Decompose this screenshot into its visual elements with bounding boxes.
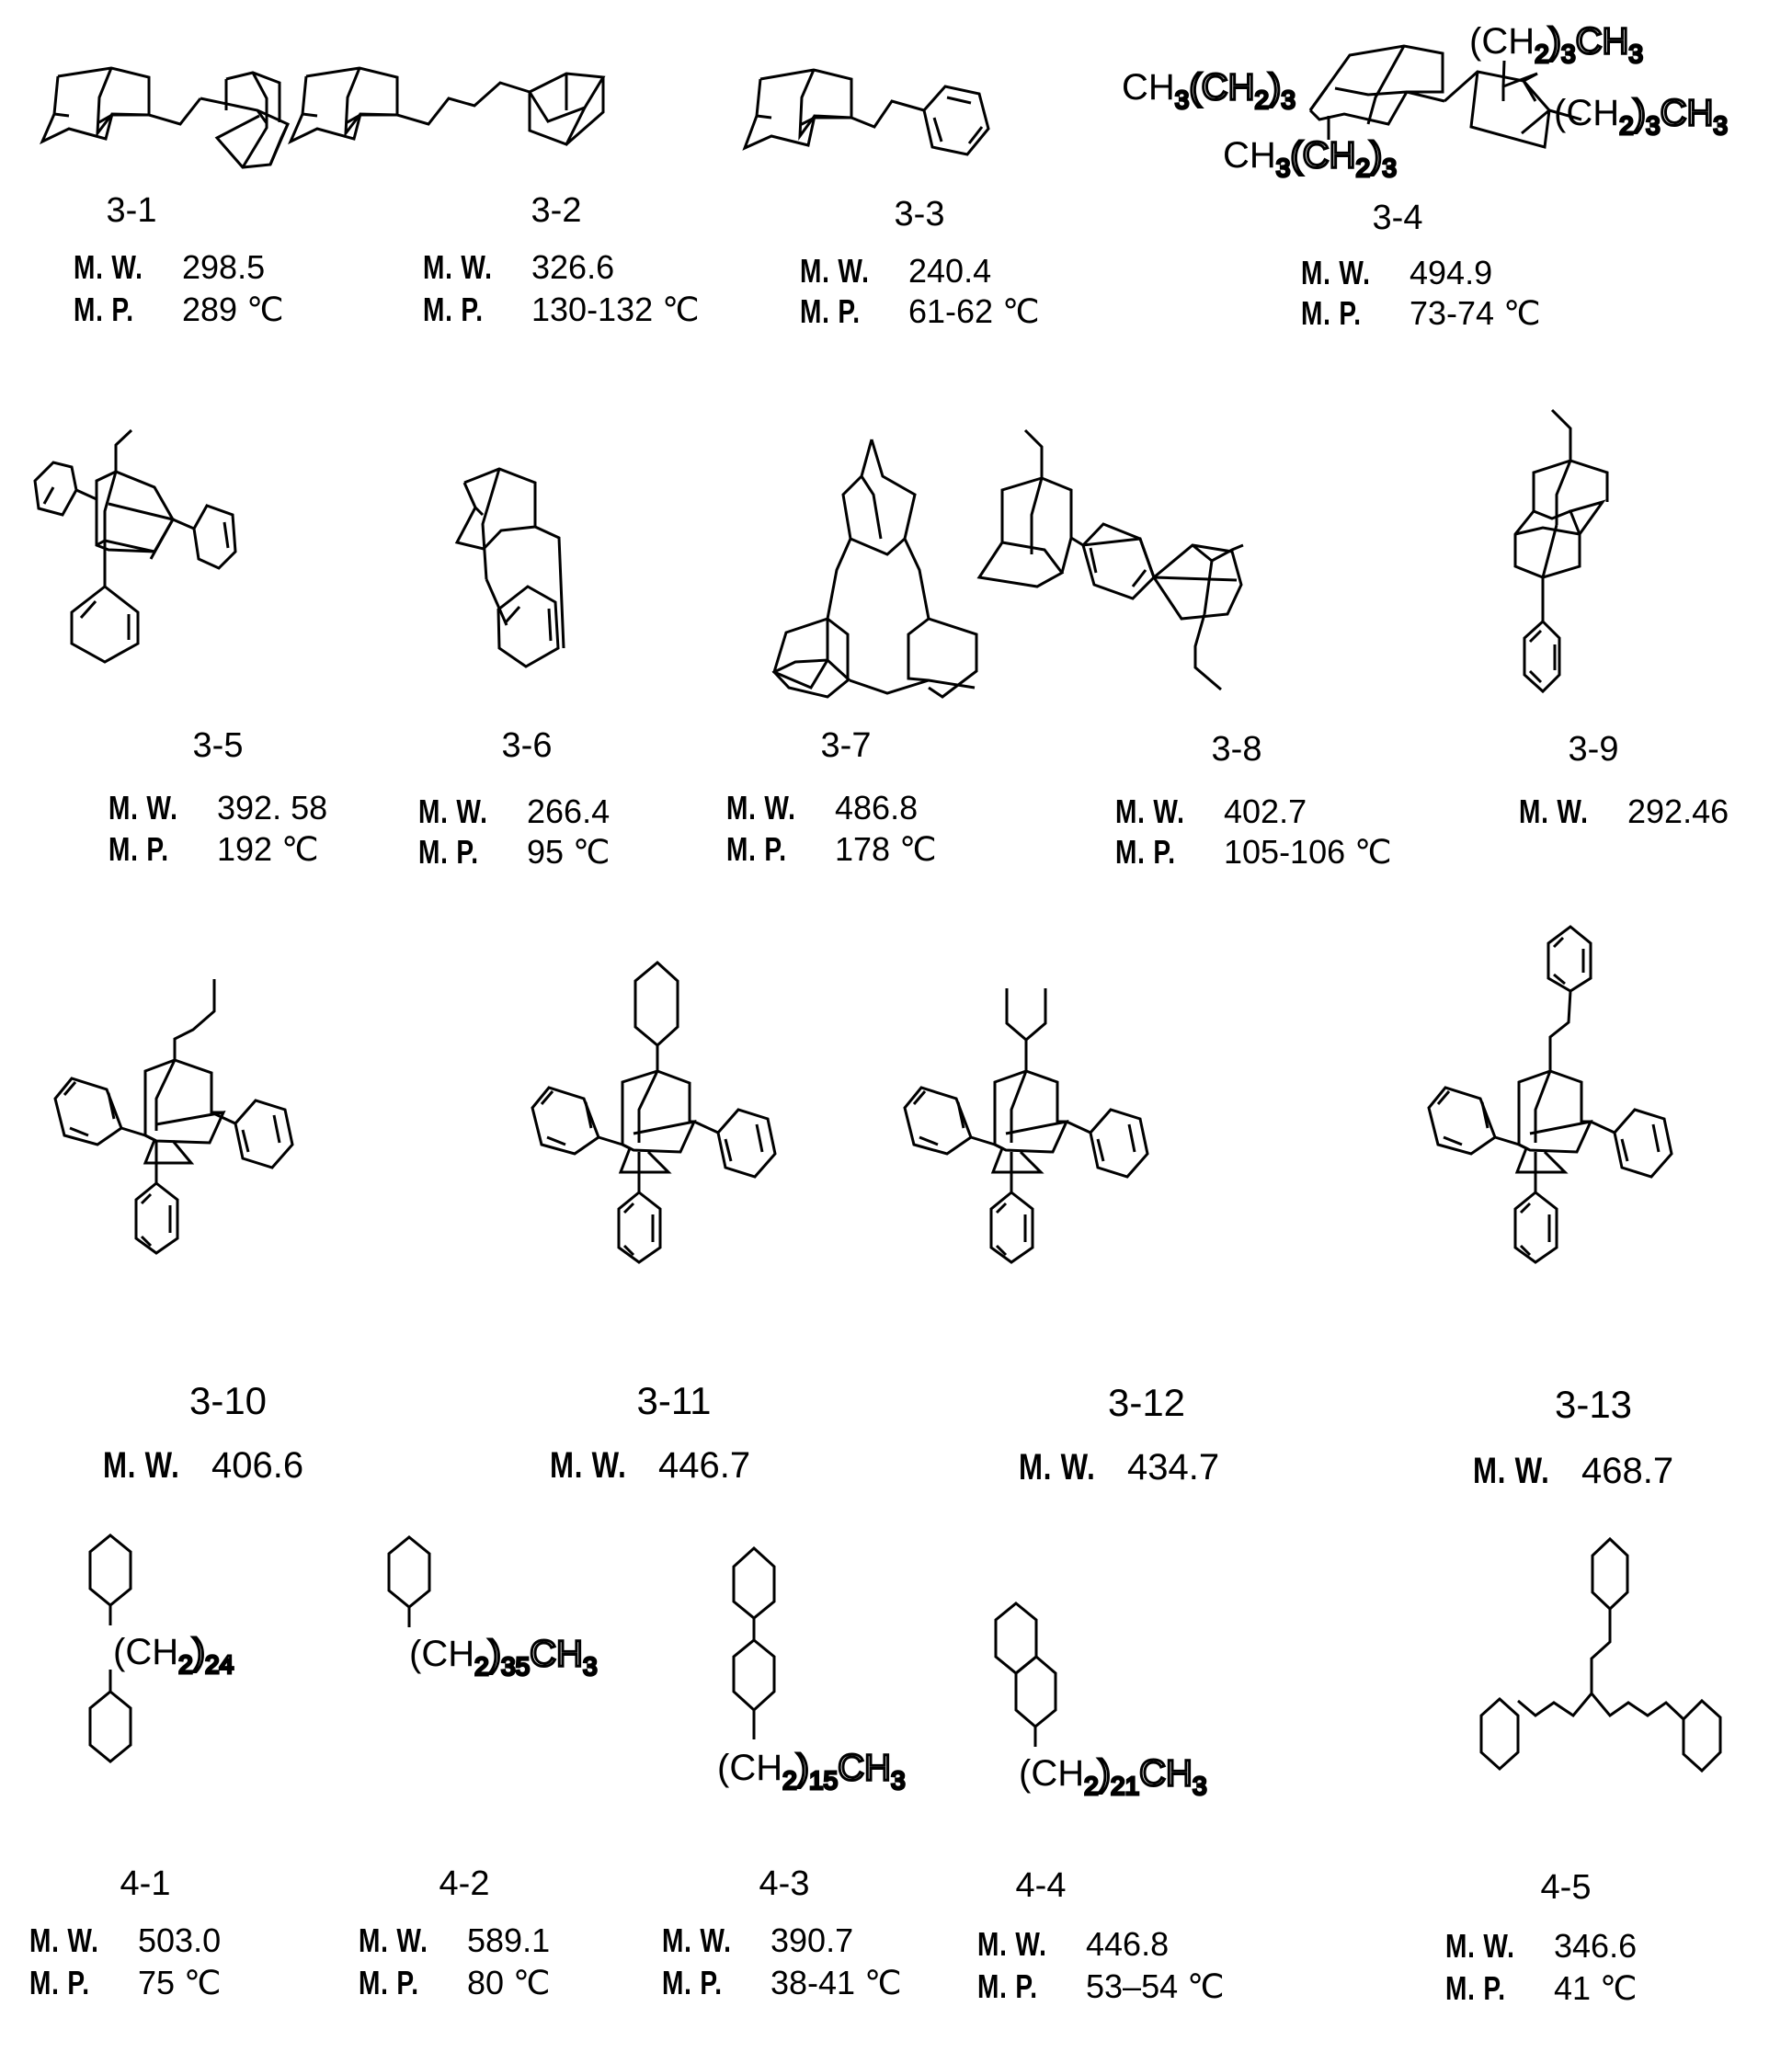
svg-text:(CH2)15CH3: $(CH_2)_{15}CH_3$ — [717, 1748, 906, 1795]
mw-value: 392. 58 — [217, 789, 328, 826]
mw-row: M. W. 503.0 — [29, 1921, 222, 1959]
mw-row: M. W. 434.7 — [1019, 1447, 1220, 1488]
compound-label: 3-11 — [636, 1379, 712, 1422]
mw-row: M. W. 446.7 — [550, 1445, 751, 1486]
mp-value: 95 ℃ — [527, 833, 611, 871]
compound-label: 3-8 — [1211, 730, 1262, 769]
mw-value: 390.7 — [770, 1921, 854, 1959]
mw-value: 446.7 — [658, 1445, 751, 1486]
mw-value: 434.7 — [1127, 1447, 1220, 1488]
mw-value: 402.7 — [1224, 792, 1307, 830]
mp-value: 130-132 ℃ — [531, 291, 700, 328]
compound-label: 3-2 — [531, 191, 582, 230]
mp-row: M. P. 73-74 ℃ — [1301, 294, 1541, 332]
mw-row: M. W. 406.6 — [103, 1445, 304, 1486]
mw-row: M. W. 392. 58 — [108, 789, 328, 826]
mw-row: M. W. 468.7 — [1473, 1451, 1674, 1491]
mw-row: M. W. 326.6 — [423, 248, 615, 286]
structure-4-4 — [993, 1603, 1269, 1879]
mw-value: 468.7 — [1581, 1451, 1674, 1491]
mp-value: 73-74 ℃ — [1410, 294, 1541, 332]
mw-value: 494.9 — [1410, 254, 1493, 291]
compound-label: 4-5 — [1540, 1868, 1592, 1907]
mp-value: 75 ℃ — [138, 1964, 222, 2001]
mw-value: 326.6 — [531, 248, 615, 286]
mw-value: 589.1 — [467, 1921, 551, 1959]
compound-label: 3-1 — [106, 191, 157, 230]
mw-row: M. W. 346.6 — [1445, 1927, 1638, 1965]
structure-3-9 — [1552, 410, 1736, 704]
structure-3-12 — [965, 979, 1223, 1273]
mw-value: 503.0 — [138, 1921, 222, 1959]
mp-value: 41 ℃ — [1554, 1969, 1638, 2007]
mw-value: 346.6 — [1554, 1927, 1638, 1965]
mw-value: 266.4 — [527, 792, 611, 830]
structure-3-4 — [1122, 21, 1765, 211]
structure-3-13 — [1416, 919, 1710, 1232]
structure-3-6 — [464, 460, 648, 699]
mw-row: M. W. 589.1 — [359, 1921, 551, 1959]
compound-label: 3-7 — [820, 726, 872, 765]
mp-row: M. P. 61-62 ℃ — [800, 292, 1040, 330]
structure-4-2 — [184, 1535, 598, 1719]
structure-3-7 — [736, 439, 1011, 678]
svg-text:CH3(CH2)3: $CH_3(CH_2)_3$ — [1223, 135, 1397, 182]
compound-label: 3-13 — [1554, 1383, 1633, 1426]
mw-row: M. W. 402.7 — [1115, 792, 1307, 830]
mp-value: 80 ℃ — [467, 1964, 551, 2001]
compound-label: 4-2 — [439, 1864, 490, 1903]
mw-row: M. W. 298.5 — [74, 248, 266, 286]
mp-value: 289 ℃ — [182, 291, 284, 328]
structure-3-2 — [291, 57, 732, 241]
mp-row: M. P. 178 ℃ — [726, 830, 937, 868]
compound-label: 3-5 — [192, 726, 244, 765]
svg-text:(CH2)35CH3: $(CH_2)_{35}CH_3$ — [409, 1634, 598, 1681]
mp-row: M. P. 130-132 ℃ — [423, 291, 700, 328]
compound-label: 4-3 — [759, 1864, 810, 1903]
compound-label: 3-9 — [1568, 730, 1619, 769]
mw-row: M. W. 390.7 — [662, 1921, 854, 1959]
mp-value: 105-106 ℃ — [1224, 833, 1392, 871]
mw-value: 486.8 — [835, 789, 919, 826]
mw-row: M. W. 266.4 — [418, 792, 611, 830]
svg-text:(CH2)21CH3: $(CH_2)_{21}CH_3$ — [1019, 1753, 1207, 1800]
mp-row: M. P. 38-41 ℃ — [662, 1964, 902, 2001]
mw-row: M. W. 486.8 — [726, 789, 919, 826]
mp-row: M. P. 80 ℃ — [359, 1964, 551, 2001]
mp-value: 53–54 ℃ — [1086, 1967, 1225, 2005]
structure-3-10 — [81, 979, 338, 1255]
mw-value: 292.46 — [1627, 792, 1729, 830]
mp-value: 192 ℃ — [217, 830, 319, 868]
structure-3-5 — [72, 430, 274, 669]
svg-text:CH3(CH2)3: $CH_3(CH_2)_3$ — [1122, 67, 1295, 114]
compound-label: 3-4 — [1372, 199, 1423, 237]
compound-label: 3-3 — [894, 195, 945, 234]
mp-row: M. P. 105-106 ℃ — [1115, 833, 1392, 871]
compound-label: 3-12 — [1107, 1381, 1186, 1424]
structure-3-8 — [1011, 430, 1342, 688]
mp-row: M. P. 41 ℃ — [1445, 1969, 1638, 2007]
mw-row: M. W. 446.8 — [977, 1925, 1170, 1963]
mp-row: M. P. 192 ℃ — [108, 830, 319, 868]
mw-row: M. W. 292.46 — [1519, 792, 1729, 830]
mp-value: 38-41 ℃ — [770, 1964, 902, 2001]
mw-value: 298.5 — [182, 248, 266, 286]
compound-label: 4-1 — [120, 1864, 171, 1903]
structure-3-11 — [519, 961, 777, 1255]
svg-text:(CH2)24: $(CH_2)_{24}$ — [113, 1632, 234, 1679]
mw-value: 240.4 — [908, 252, 992, 290]
structure-3-3 — [745, 70, 1039, 254]
structure-4-3 — [644, 1548, 919, 1842]
svg-text:(CH2)3CH3: $(CH_2)_3CH_3$ — [1554, 93, 1728, 140]
mp-value: 61-62 ℃ — [908, 292, 1040, 330]
mp-row: M. P. 289 ℃ — [74, 291, 284, 328]
svg-text:(CH2)3CH3: $(CH_2)_3CH_3$ — [1469, 21, 1643, 68]
mw-row: M. W. 240.4 — [800, 252, 992, 290]
compound-label: 3-6 — [501, 726, 553, 765]
mw-value: 406.6 — [211, 1445, 304, 1486]
compound-label: 3-10 — [188, 1379, 268, 1422]
structure-4-5 — [1398, 1535, 1792, 1811]
mw-value: 446.8 — [1086, 1925, 1170, 1963]
mp-row: M. P. 75 ℃ — [29, 1964, 222, 2001]
mp-value: 178 ℃ — [835, 830, 937, 868]
mp-row: M. P. 95 ℃ — [418, 833, 611, 871]
mw-row: M. W. 494.9 — [1301, 254, 1493, 291]
mp-row: M. P. 53–54 ℃ — [977, 1967, 1225, 2005]
compound-label: 4-4 — [1015, 1866, 1067, 1905]
